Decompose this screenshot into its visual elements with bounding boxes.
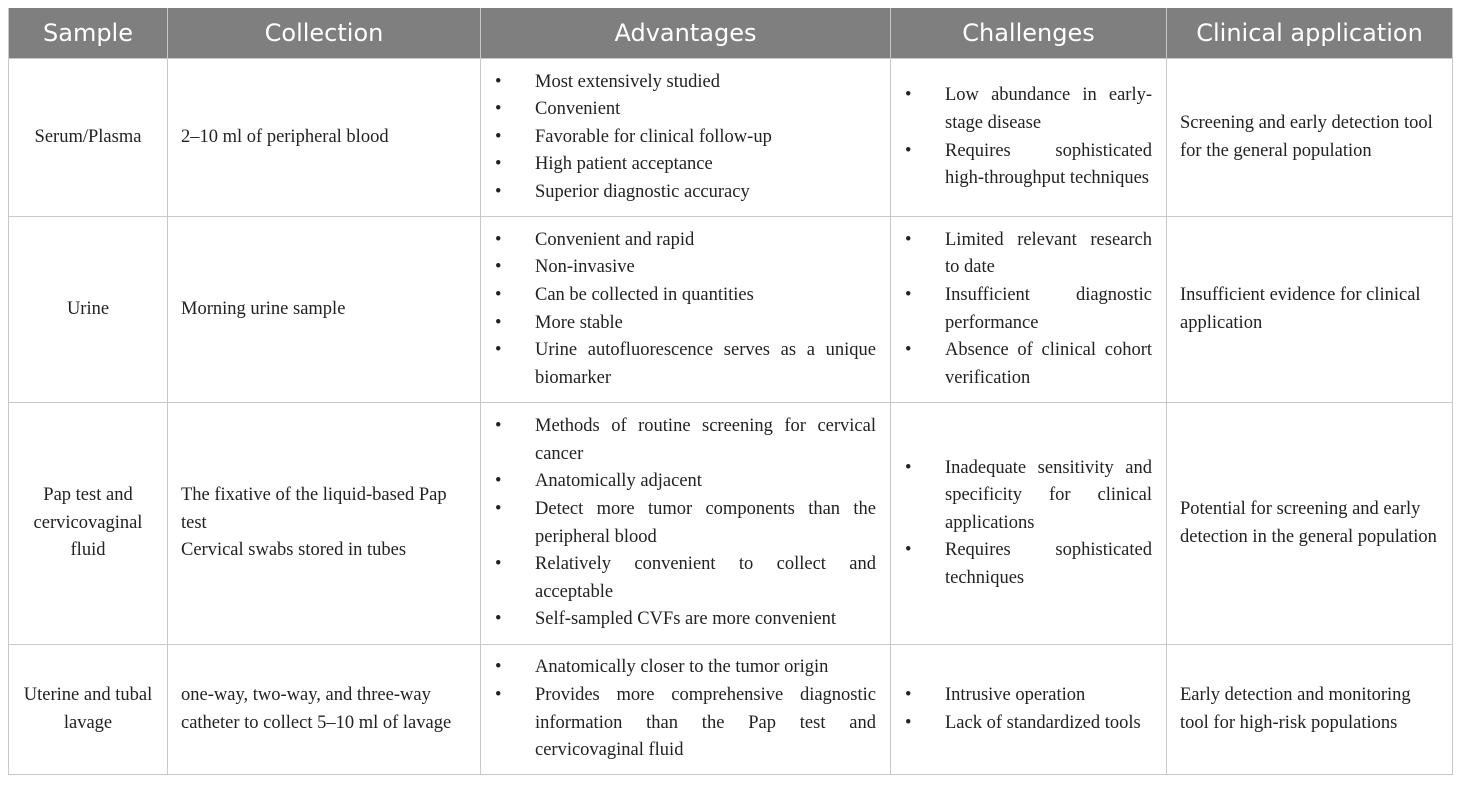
challenges-cell	[891, 645, 1167, 775]
sample-cell: Urine	[9, 217, 168, 403]
list-item: • Relatively convenient to collect and acceptable	[535, 551, 876, 606]
collection-cell: one-way, two-way, and three-way catheter to collect 5–10 ml of lavage	[168, 645, 481, 775]
header-advantages: Advantages	[481, 8, 891, 59]
list-item: • More stable	[535, 310, 876, 338]
list-item: • Can be collected in quantities	[535, 282, 876, 310]
clinical-cell: Insufficient evidence for clinical application	[1167, 217, 1453, 403]
comparison-table	[8, 8, 1453, 775]
header-sample: Sample	[9, 8, 168, 59]
list-item: • Absence of clinical cohort verification	[945, 337, 1152, 392]
list-item: • High patient acceptance	[535, 151, 876, 179]
advantages-list	[481, 413, 890, 634]
header-row	[9, 8, 1453, 59]
list-item: • Superior diagnostic accuracy	[535, 179, 876, 207]
list-item: • Convenient	[535, 96, 876, 124]
advantages-list	[481, 69, 890, 207]
clinical-cell: Screening and early detection tool for the general population	[1167, 59, 1453, 217]
table-row	[9, 217, 1453, 403]
table-body	[9, 59, 1453, 775]
list-item: • Insufficient diagnostic performance	[945, 282, 1152, 337]
advantages-cell	[481, 645, 891, 775]
challenges-list	[891, 455, 1166, 593]
challenges-cell	[891, 59, 1167, 217]
table-row	[9, 59, 1453, 217]
table-row	[9, 645, 1453, 775]
list-item: • Methods of routine screening for cervical cancer	[535, 413, 876, 468]
list-item: • Provides more comprehensive diagnostic information than the Pap test and cervicovaginal fluid	[535, 682, 876, 765]
challenges-list	[891, 682, 1166, 737]
list-item: • Inadequate sensitivity and specificity for clinical applications	[945, 455, 1152, 538]
clinical-cell: Potential for screening and early detection in the general population	[1167, 403, 1453, 645]
challenges-cell	[891, 403, 1167, 645]
clinical-cell: Early detection and monitoring tool for high-risk populations	[1167, 645, 1453, 775]
list-item: • Non-invasive	[535, 254, 876, 282]
sample-cell: Pap test and cervicovaginal fluid	[9, 403, 168, 645]
challenges-list	[891, 82, 1166, 192]
challenges-list	[891, 227, 1166, 393]
list-item: • Limited relevant research to date	[945, 227, 1152, 282]
list-item: • Anatomically closer to the tumor origin	[535, 654, 876, 682]
list-item: • Low abundance in early-stage disease	[945, 82, 1152, 137]
list-item: • Most extensively studied	[535, 69, 876, 97]
advantages-cell	[481, 403, 891, 645]
list-item: • Urine autofluorescence serves as a unique biomarker	[535, 337, 876, 392]
list-item: • Favorable for clinical follow-up	[535, 124, 876, 152]
advantages-list	[481, 227, 890, 393]
challenges-cell	[891, 217, 1167, 403]
header-clinical-application: Clinical application	[1167, 8, 1453, 59]
advantages-cell	[481, 59, 891, 217]
list-item: • Lack of standardized tools	[945, 710, 1152, 738]
advantages-cell	[481, 217, 891, 403]
list-item: • Convenient and rapid	[535, 227, 876, 255]
table-row	[9, 403, 1453, 645]
list-item: • Requires sophisticated techniques	[945, 537, 1152, 592]
header-challenges: Challenges	[891, 8, 1167, 59]
list-item: • Anatomically adjacent	[535, 468, 876, 496]
advantages-list	[481, 654, 890, 764]
collection-cell: The fixative of the liquid-based Pap test Cervical swabs stored in tubes	[168, 403, 481, 645]
header-collection: Collection	[168, 8, 481, 59]
sample-cell: Uterine and tubal lavage	[9, 645, 168, 775]
list-item: • Intrusive operation	[945, 682, 1152, 710]
collection-cell: Morning urine sample	[168, 217, 481, 403]
collection-cell: 2–10 ml of peripheral blood	[168, 59, 481, 217]
table-header	[9, 8, 1453, 59]
sample-cell: Serum/Plasma	[9, 59, 168, 217]
list-item: • Requires sophisticated high-throughput techniques	[945, 138, 1152, 193]
list-item: • Detect more tumor components than the peripheral blood	[535, 496, 876, 551]
list-item: • Self-sampled CVFs are more convenient	[535, 606, 876, 634]
